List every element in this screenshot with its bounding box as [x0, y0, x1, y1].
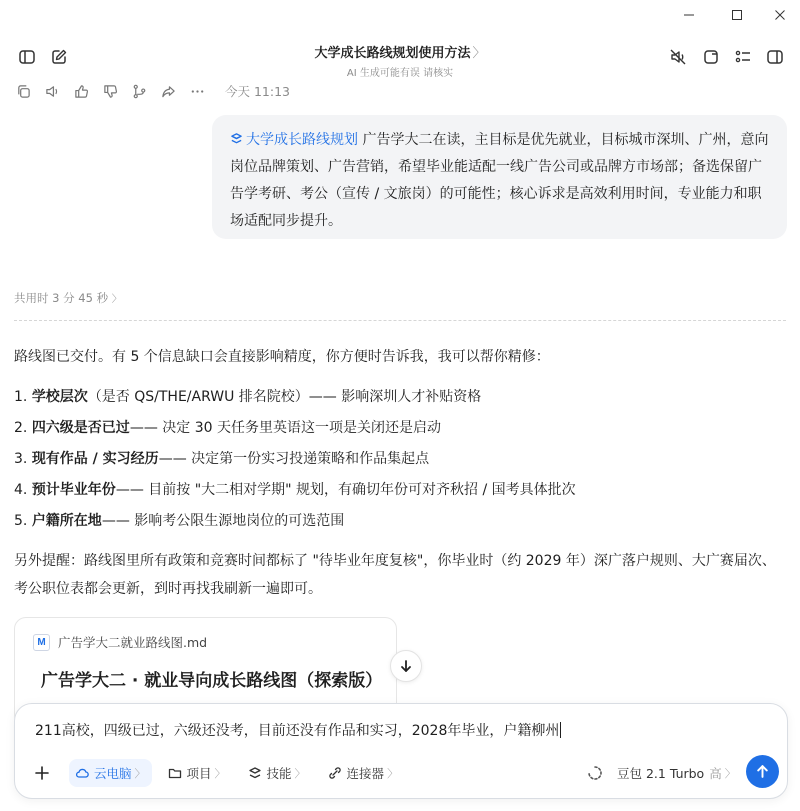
right-panel-toggle-button[interactable]	[761, 43, 789, 71]
checklist-icon	[734, 48, 752, 66]
close-icon	[774, 9, 786, 21]
branch-icon	[132, 84, 147, 99]
answer-intro: 路线图已交付。有 5 个信息缺口会直接影响精度，你方便时告诉我，我可以帮你精修：	[14, 349, 550, 365]
folder-icon	[168, 766, 182, 780]
file-card-title: 广告学大二 · 就业导向成长路线图（探索版）	[41, 671, 383, 691]
sidebar-toggle-button[interactable]	[13, 43, 41, 71]
list-item: 1. 学校层次（是否 QS/THE/ARWU 排名院校）—— 影响深圳人才补贴资格	[14, 389, 482, 405]
branch-button[interactable]	[132, 84, 147, 99]
message-timestamp: 今天 11:13	[225, 84, 290, 99]
share-icon	[161, 84, 176, 99]
list-item: 2. 四六级是否已过—— 决定 30 天任务里英语这一项是关闭还是启动	[14, 420, 441, 436]
arrow-up-icon	[755, 764, 770, 779]
minimize-button[interactable]	[671, 0, 707, 30]
thinking-duration-toggle[interactable]: 共用时 3 分 45 秒 〉	[14, 291, 122, 305]
like-button[interactable]	[74, 84, 89, 99]
more-button[interactable]	[190, 84, 205, 99]
panel-icon	[766, 48, 784, 66]
connector-icon	[328, 766, 342, 780]
user-message-text: 广告学大二在读，主目标是优先就业，目标城市深圳、广州，意向岗位品牌策划、广告营销，希望毕业能适配一线广告公司或品牌方市场部；备选保留广告学考研、考公（宣传 / 文旅岗）的可能性；核心诉求是高效利用时间，专业能力和职场适配同步提升。	[230, 132, 769, 229]
chat-header	[0, 30, 800, 84]
maximize-button[interactable]	[719, 0, 755, 30]
model-name: 豆包 2.1 Turbo	[617, 766, 705, 781]
skill-icon	[248, 766, 262, 780]
tasks-button[interactable]	[729, 43, 757, 71]
speaker-icon	[45, 84, 60, 99]
thumbs-down-icon	[103, 84, 118, 99]
text-caret	[560, 722, 561, 738]
more-icon	[190, 84, 205, 99]
message-composer	[14, 703, 788, 799]
missing-info-list	[14, 385, 786, 540]
skill-tag[interactable]: 大学成长路线规划	[230, 132, 358, 148]
minimize-icon	[683, 9, 695, 21]
speaker-muted-icon	[669, 48, 687, 66]
skills-chip[interactable]: 技能 〉	[242, 759, 312, 787]
model-level: 高	[709, 766, 722, 781]
skill-icon	[230, 132, 243, 145]
dislike-button[interactable]	[103, 84, 118, 99]
send-button[interactable]	[746, 755, 779, 788]
plus-icon	[34, 765, 50, 781]
arrow-down-icon	[399, 659, 413, 673]
project-chip[interactable]: 项目 〉	[162, 759, 232, 787]
message-input[interactable]: 211高校，四级已过，六级还没考，目前还没有作品和实习，2028年毕业，户籍柳州	[35, 723, 560, 739]
new-chat-button[interactable]	[45, 43, 73, 71]
answer-reminder: 另外提醒：路线图里所有政策和竞赛时间都标了 "待毕业年度复核"，你毕业时（约 2029 年）深广落户规则、大广赛届次、考公职位表都会更新，到时再找我刷新一遍即可。	[14, 553, 776, 597]
close-window-button[interactable]	[762, 0, 798, 30]
scroll-to-bottom-button[interactable]	[390, 650, 422, 682]
user-message-bubble	[212, 115, 787, 239]
cloud-computer-chip[interactable]: 云电脑 〉	[69, 759, 152, 787]
markdown-file-icon: M	[33, 634, 50, 651]
attach-button[interactable]	[29, 760, 55, 786]
composer-toolbar	[29, 759, 414, 787]
copy-button[interactable]	[16, 84, 31, 99]
maximize-icon	[731, 9, 743, 21]
file-name-row	[33, 633, 207, 651]
window-titlebar	[0, 0, 800, 30]
chat-title[interactable]: 大学成长路线规划使用方法 〉	[314, 46, 486, 61]
message-actions	[16, 80, 290, 102]
sidebar-icon	[18, 48, 36, 66]
ai-disclaimer: AI 生成可能有误 请核实	[346, 68, 454, 79]
copy-icon	[16, 84, 31, 99]
thumbs-up-icon	[74, 84, 89, 99]
divider	[14, 320, 786, 321]
model-selector[interactable]	[587, 759, 736, 787]
read-aloud-button[interactable]	[45, 84, 60, 99]
edit-icon	[50, 48, 68, 66]
cloud-icon	[75, 766, 89, 780]
chat-title-area[interactable]	[200, 42, 600, 79]
list-item: 4. 预计毕业年份—— 目前按 "大二相对学期" 规划，有确切年份可对齐秋招 / 国考具体批次	[14, 482, 576, 498]
share-button[interactable]	[161, 84, 176, 99]
loading-spinner-icon	[587, 765, 603, 781]
copy-chat-button[interactable]	[697, 43, 725, 71]
copy-window-icon	[702, 48, 720, 66]
mute-button[interactable]	[664, 43, 692, 71]
chevron-icon: 〉	[724, 767, 736, 780]
file-name: 广告学大二就业路线图.md	[58, 635, 208, 650]
list-item: 3. 现有作品 / 实习经历—— 决定第一份实习投递策略和作品集起点	[14, 451, 430, 467]
list-item: 5. 户籍所在地—— 影响考公限生源地岗位的可选范围	[14, 513, 345, 529]
connectors-chip[interactable]: 连接器 〉	[322, 759, 405, 787]
